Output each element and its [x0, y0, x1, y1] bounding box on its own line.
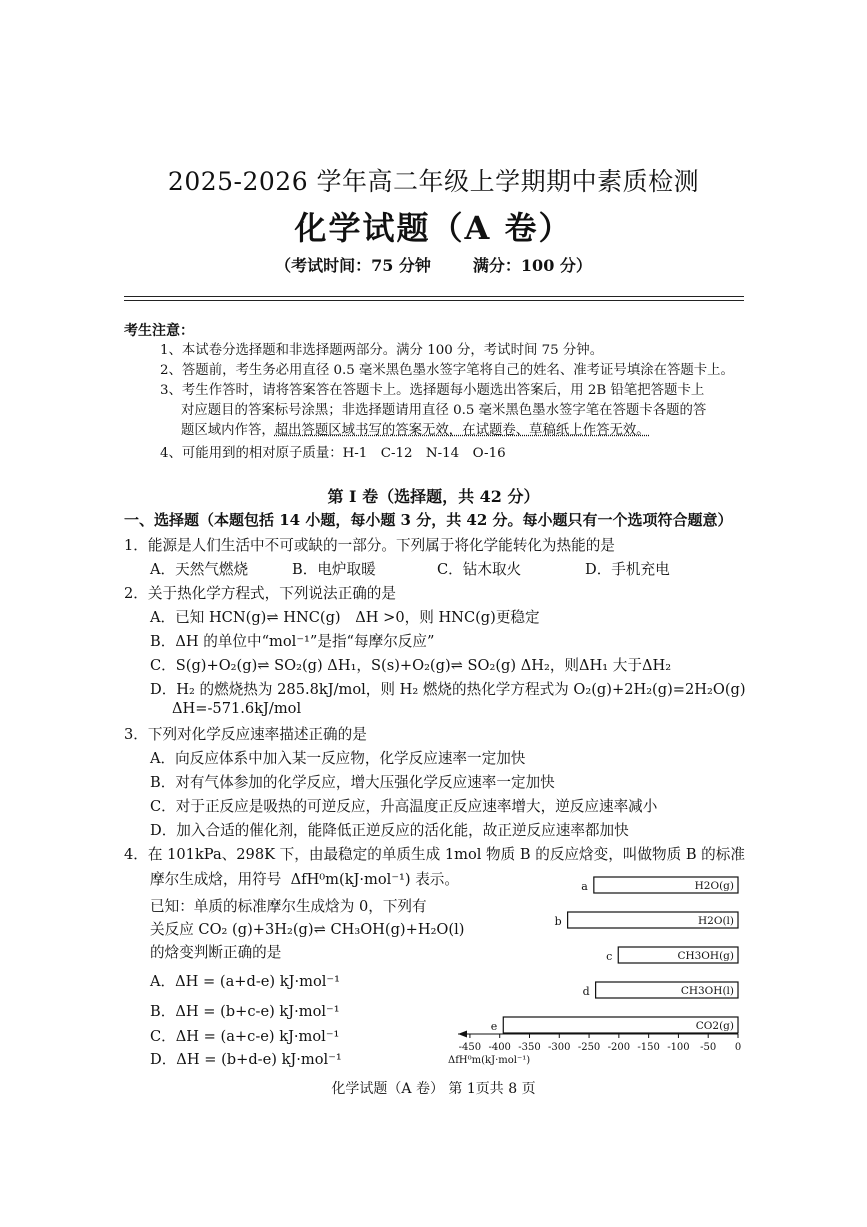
- notice-warning: 超出答题区域书写的答案无效，在试题卷、草稿纸上作答无效。: [274, 423, 650, 438]
- notice-item-4: 4、可能用到的相对原子质量：H-1 C-12 N-14 O-16: [160, 446, 506, 461]
- bar-category-label: CH3OH(l): [680, 985, 734, 997]
- x-tick-label: -200: [607, 1042, 631, 1053]
- bar-category-label: CH3OH(g): [677, 950, 734, 962]
- bar-letter-d: d: [582, 985, 590, 998]
- q4-option-d: D．ΔH = (b+d-e) kJ·mol⁻¹: [150, 1051, 342, 1068]
- bar-letter-e: e: [490, 1020, 498, 1033]
- bar-category-label: H2O(g): [694, 880, 734, 892]
- q4-stem-line1: 4．在 101kPa、298K 下，由最稳定的单质生成 1mol 物质 B 的反应焓变，叫做物质 B 的标准: [124, 846, 745, 863]
- q4-symbol: ΔfH⁰m(kJ·mol⁻¹): [290, 871, 411, 888]
- q1-option-a: A．天然气燃烧: [150, 561, 249, 578]
- q3-stem: 3．下列对化学反应速率描述正确的是: [124, 726, 367, 743]
- x-tick-label: -250: [577, 1042, 601, 1053]
- double-rule-top: [124, 296, 744, 297]
- notice-item-3-line3: [181, 421, 650, 441]
- paper-title: 化学试题（A 卷）: [294, 209, 573, 247]
- q2-option-c: C．S(g)+O₂(g)⇌ SO₂(g) ΔH₁，S(s)+O₂(g)⇌ SO₂(g) ΔH₂，则ΔH₁ 大于ΔH₂: [150, 657, 672, 674]
- q4-stem-line2: [150, 868, 459, 889]
- x-axis-label: ΔfH⁰m(kJ·mol⁻¹): [448, 1055, 531, 1066]
- notice-item-1: 1、本试卷分选择题和非选择题两部分。满分 100 分，考试时间 75 分钟。: [160, 343, 604, 358]
- x-tick-label: -100: [667, 1042, 690, 1053]
- bar-category-label: CO2(g): [695, 1020, 734, 1032]
- notice-item-3-line2: 对应题目的答案标号涂黑；非选择题请用直径 0.5 毫米黑色墨水签字笔在答题卡各题的答: [181, 403, 707, 418]
- bar-letter-c: c: [606, 950, 613, 963]
- q4-option-c: C．ΔH = (a+c-e) kJ·mol⁻¹: [150, 1028, 340, 1045]
- q2-option-b: B．ΔH 的单位中“mol⁻¹”是指“每摩尔反应”: [150, 633, 435, 650]
- bar-letter-b: b: [554, 915, 562, 928]
- exam-info: [0, 253, 867, 276]
- q3-option-a: A．向反应体系中加入某一反应物，化学反应速率一定加快: [150, 750, 526, 767]
- x-tick-label: 0: [734, 1042, 742, 1053]
- q4-stem-line3: 已知：单质的标准摩尔生成焓为 0，下列有: [150, 898, 427, 915]
- notice-text: 题区域内作答，: [181, 423, 275, 438]
- x-tick-label: -150: [637, 1042, 660, 1053]
- exam-time: （考试时间：75 分钟: [275, 256, 431, 275]
- q2-option-d-line2: ΔH=-571.6kJ/mol: [172, 700, 302, 717]
- q1-option-d: D．手机充电: [585, 561, 670, 578]
- q3-option-d: D．加入合适的催化剂，能降低正逆反应的活化能，故正逆反应速率都加快: [150, 822, 629, 839]
- notice-heading: 考生注意：: [124, 323, 194, 339]
- x-axis-arrow: [458, 1031, 467, 1038]
- q1-option-b: B．电炉取暖: [292, 561, 376, 578]
- x-tick-label: -400: [488, 1042, 511, 1053]
- q4-text-end: 表示。: [415, 871, 459, 888]
- q1-stem: 1．能源是人们生活中不可或缺的一部分。下列属于将化学能转化为热能的是: [124, 537, 615, 554]
- bar-letter-a: a: [581, 880, 588, 893]
- q3-option-b: B．对有气体参加的化学反应，增大压强化学反应速率一定加快: [150, 774, 555, 791]
- section-title: 第 I 卷（选择题，共 42 分）: [327, 487, 540, 506]
- q1-option-c: C．钻木取火: [437, 561, 522, 578]
- part-heading: 一、选择题（本题包括 14 小题，每小题 3 分，共 42 分。每小题只有一个选项符合题意）: [124, 511, 733, 529]
- notice-item-3: 3、考生作答时，请将答案答在答题卡上。选择题每小题选出答案后，用 2B 铅笔把答题卡上: [160, 383, 705, 398]
- x-tick-label: -450: [458, 1042, 482, 1053]
- q4-stem-line5: 的焓变判断正确的是: [150, 944, 282, 961]
- notice-item-2: 2、答题前，考生务必用直径 0.5 毫米黑色墨水签字笔将自己的姓名、准考证号填涂在答题卡上。: [160, 363, 734, 378]
- x-tick-label: -350: [518, 1042, 541, 1053]
- q4-option-b: B．ΔH = (b+c-e) kJ·mol⁻¹: [150, 1003, 340, 1020]
- x-tick-label: -300: [548, 1042, 571, 1053]
- exam-title: 2025-2026 学年高二年级上学期期中素质检测: [167, 167, 700, 196]
- exam-score: 满分：100 分）: [472, 256, 592, 275]
- double-rule-bottom: [124, 300, 744, 301]
- q3-option-c: C．对于正反应是吸热的可逆反应，升高温度正反应速率增大，逆反应速率减小: [150, 798, 658, 815]
- enthalpy-bar-chart: [446, 866, 756, 1066]
- x-tick-label: -50: [700, 1042, 717, 1053]
- q2-stem: 2．关于热化学方程式，下列说法正确的是: [124, 585, 396, 602]
- q4-option-a: A．ΔH = (a+d-e) kJ·mol⁻¹: [150, 973, 340, 990]
- q2-option-a: A．已知 HCN(g)⇌ HNC(g) ΔH >0，则 HNC(g)更稳定: [150, 609, 540, 626]
- page-footer: 化学试题（A 卷） 第 1页共 8 页: [331, 1081, 536, 1097]
- q2-option-d: D．H₂ 的燃烧热为 285.8kJ/mol，则 H₂ 燃烧的热化学方程式为 O₂(g)+2H₂(g)=2H₂O(g): [150, 681, 746, 698]
- bar-category-label: H2O(l): [698, 915, 734, 927]
- q4-stem-line4: 关反应 CO₂ (g)+3H₂(g)⇌ CH₃OH(g)+H₂O(l): [150, 921, 465, 938]
- q4-text: 摩尔生成焓，用符号: [150, 871, 282, 888]
